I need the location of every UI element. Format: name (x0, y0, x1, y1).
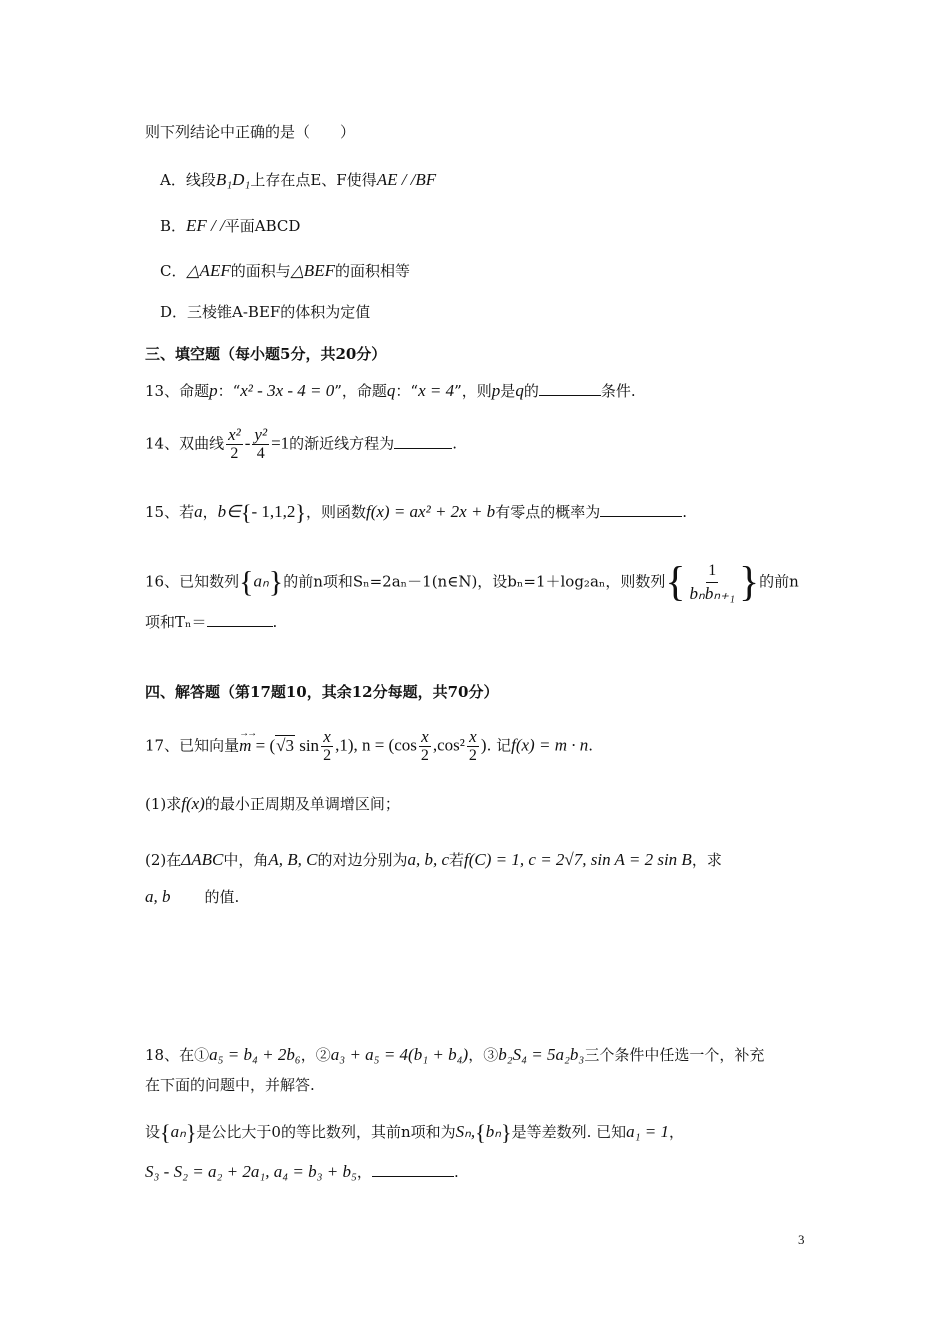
option-b: B．EF / /平面ABCD (160, 216, 301, 235)
option-a: A．线段B₁D₁上存在点E、F使得AE / /BF (160, 170, 437, 189)
fraction-x2-over-2: $\frac{\text{x²}}{2}$ (228, 425, 241, 462)
answer-blank (539, 381, 601, 396)
question-17: 17、已知向量→→ m = (√3 sin $\frac{x}{2}$ ,1), n = (cos $\frac{x}{2}$ ,cos² $\frac{x}{2}$ ). 记f(x) = m · n. (145, 728, 593, 765)
segment-b1d1: B₁D₁ (215, 170, 251, 189)
question-17-part2: (2)在ΔABC中，角A, B, C的对边分别为a, b, c若f(C) = 1, c = 2√7, sin A = 2 sin B，求 (145, 850, 722, 869)
question-18-line2: 在下面的问题中，并解答. (145, 1076, 315, 1094)
question-17-part1: (1)求f(x)的最小正周期及单调增区间； (145, 794, 400, 813)
question-18-line3: 设{aₙ}是公比大于0的等比数列，其前n项和为Sₙ,{bₙ}是等差数列. 已知a₁ = 1， (145, 1120, 685, 1145)
answer-blank (394, 434, 452, 449)
question-18: 18、在①a₅ = b₄ + 2b₆，②a₃ + a₅ = 4(b₁ + b₄)，③b₂S₄ = 5a₂b₃三个条件中任选一个，补充 (145, 1045, 765, 1064)
answer-blank (600, 502, 682, 517)
section-3-heading: 三、填空题（每小题5分，共20分） (145, 345, 387, 363)
fraction-y2-over-4: $\frac{\text{y²}}{4}$ (254, 425, 268, 462)
option-d: D．三棱锥A-BEF的体积为定值 (160, 303, 371, 321)
section-4-heading: 四、解答题（第17题10，其余12分每题，共70分） (145, 683, 499, 701)
question-16: 16、已知数列{aₙ}的前n项和Sₙ=2aₙ－1(n∈N)，设bₙ=1＋log₂aₙ，则数列{ $\frac{1}{\text{bₙbₙ₊₁}}$ }的前n (145, 559, 799, 606)
question-15: 15、若a，b∈{- 1,1,2}，则函数f(x) = ax² + 2x + b有零点的概率为 . (145, 500, 687, 525)
fraction-1-over-bn-bn1: $\frac{1}{\text{bₙbₙ₊₁}}$ (689, 562, 735, 603)
intro-line: 则下列结论中正确的是（ ） (145, 123, 356, 141)
answer-blank (372, 1162, 454, 1177)
question-14: 14、双曲线 $\frac{\text{x²}}{2}$ - $\frac{\text{y²}}{4}$ =1的渐近线方程为 . (145, 425, 457, 462)
page-number: 3 (798, 1232, 805, 1247)
question-18-line4: S₃ - S₂ = a₂ + 2a₁, a₄ = b₃ + b₅， . (145, 1162, 459, 1181)
question-13: 13、命题p：“x² - 3x - 4 = 0”，命题q：“x = 4”，则p是q的 条件. (145, 381, 636, 400)
ae-parallel-bf: AE / /BF (376, 170, 437, 189)
question-17-part2-line2: a, b 的值. (145, 887, 240, 906)
question-16-line2: 项和Tₙ＝ . (145, 613, 278, 631)
vector-m-def: →→ m = (√3 sin (239, 736, 319, 755)
answer-blank (207, 612, 273, 627)
option-c: C．△AEF的面积与△BEF的面积相等 (160, 261, 410, 280)
